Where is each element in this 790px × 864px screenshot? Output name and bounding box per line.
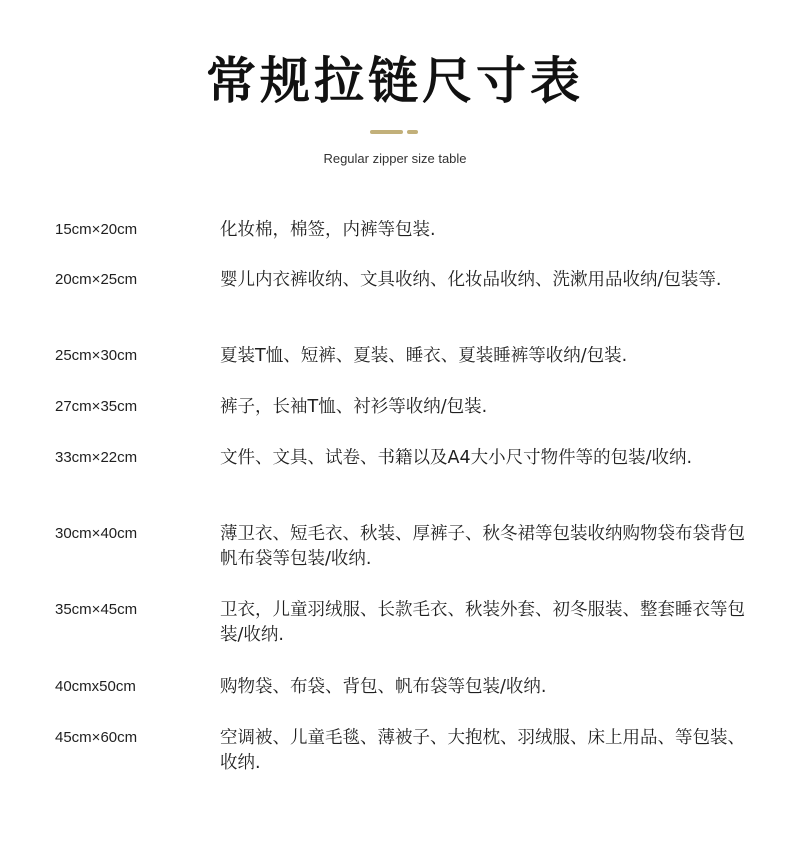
size-label: 15cm×20cm [55,221,138,238]
size-description: 卫衣，儿童羽绒服、长款毛衣、秋装外套、初冬服装、整套睡衣等包装/收纳. [220,600,745,645]
title-divider [370,130,418,134]
size-label: 35cm×45cm [55,601,138,618]
size-description: 化妆棉，棉签，内裤等包装. [220,220,436,240]
title-divider-short-bar [407,130,418,134]
size-label: 20cm×25cm [55,271,138,288]
size-label: 45cm×60cm [55,729,138,746]
size-description: 购物袋、布袋、背包、帆布袋等包装/收纳. [220,677,547,697]
size-label: 27cm×35cm [55,398,138,415]
size-label: 25cm×30cm [55,347,138,364]
size-label: 40cmx50cm [55,678,136,695]
size-description: 文件、文具、试卷、书籍以及A4大小尺寸物件等的包装/收纳. [220,448,693,468]
size-label: 33cm×22cm [55,449,138,466]
page-title: 常规拉链尺寸表 [206,52,584,110]
title-divider-long-bar [370,130,403,134]
size-description: 裤子，长袖T恤、衬衫等收纳/包装. [220,397,488,417]
size-description: 空调被、儿童毛毯、薄被子、大抱枕、羽绒服、床上用品、等包装、收纳. [220,728,745,773]
size-label: 30cm×40cm [55,525,138,542]
size-description: 婴儿内衣裤收纳、文具收纳、化妆品收纳、洗漱用品收纳/包装等. [220,270,722,290]
page-subtitle: Regular zipper size table [323,151,467,166]
size-description: 夏装T恤、短裤、夏装、睡衣、夏装睡裤等收纳/包装. [220,346,628,366]
size-description: 薄卫衣、短毛衣、秋装、厚裤子、秋冬裙等包装收纳购物袋布袋背包帆布袋等包装/收纳. [220,524,745,569]
